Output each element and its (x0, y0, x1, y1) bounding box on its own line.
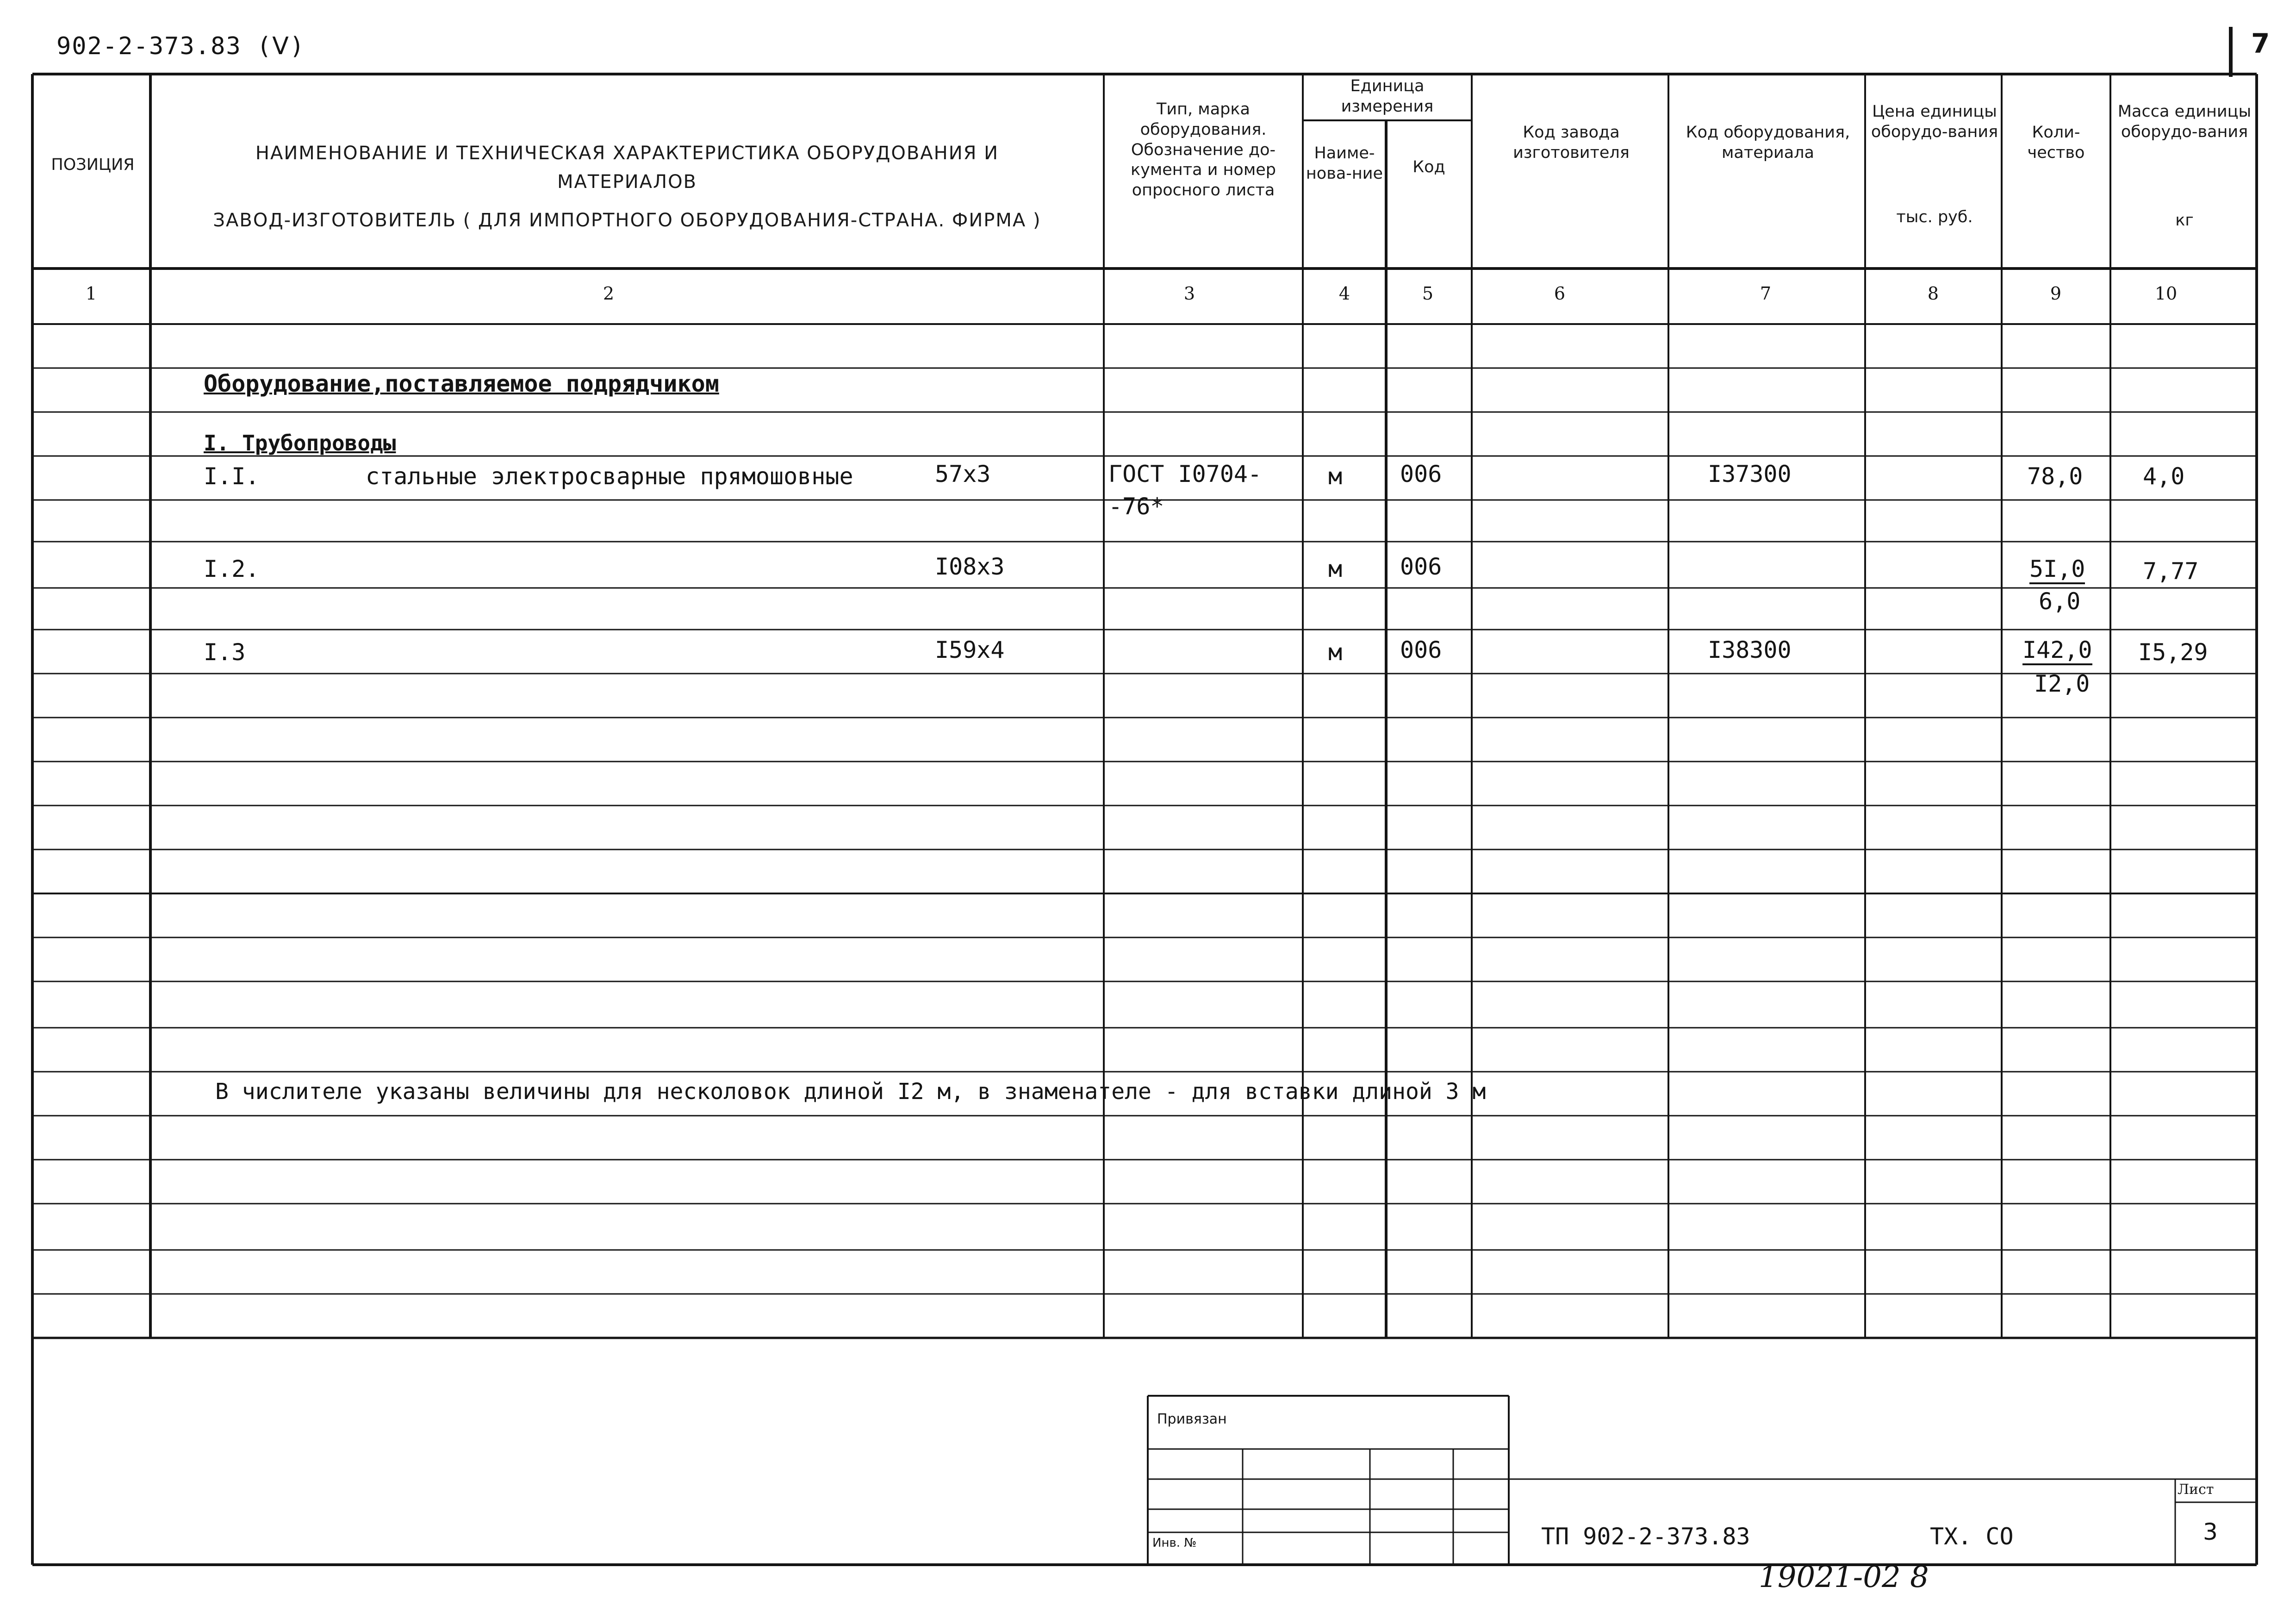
header-position: ПОЗИЦИЯ (51, 156, 135, 174)
row2-unit: м (1328, 556, 1343, 582)
row2-mass: 7,77 (2143, 558, 2199, 585)
row3-qty: I42,0 (2022, 637, 2092, 665)
header-price-unit: тыс. руб. (1896, 208, 1973, 226)
row3-size: I59x4 (935, 637, 1005, 663)
document-code: 902-2-373.83 (Ⅴ) (56, 32, 305, 60)
row1-unit: м (1328, 463, 1343, 490)
row2-unit-code: 006 (1400, 553, 1442, 580)
row1-doc: ГОСТ I0704- (1108, 461, 1262, 487)
column-number-8: 8 (1927, 283, 1939, 304)
header-unit-code: Код (1412, 158, 1445, 176)
header-maker-code: Код завода изготовителя (1513, 123, 1630, 162)
subsection-title: I. Трубопроводы (204, 431, 396, 456)
row1-name: стальные электросварные прямошовные (366, 463, 853, 490)
header-name-line3: ЗАВОД-ИЗГОТОВИТЕЛЬ ( ДЛЯ ИМПОРТНОГО ОБОРУДОВАНИЯ-СТРАНА. ФИРМА ) (213, 210, 1041, 231)
footnote: В числителе указаны величины для несколовок длиной I2 м, в знаменателе - для вставки длиной 3 м (215, 1079, 1486, 1105)
row1-position: I.I. (204, 463, 260, 490)
column-number-7: 7 (1760, 283, 1772, 304)
header-name-line2: МАТЕРИАЛОВ (557, 171, 697, 193)
column-number-5: 5 (1422, 283, 1434, 304)
row3-mass: I5,29 (2138, 639, 2208, 666)
column-number-10: 10 (2154, 283, 2178, 304)
column-number-2: 2 (603, 283, 615, 304)
row3-code: I38300 (1708, 637, 1792, 663)
header-equip-code: Код оборудования, материала (1686, 123, 1850, 162)
row3-unit: м (1328, 639, 1343, 666)
row1-doc-cont: -76* (1108, 493, 1164, 520)
row2-qty-denominator: 6,0 (2039, 588, 2081, 615)
row2-qty: 5I,0 (2029, 556, 2085, 584)
column-number-9: 9 (2050, 283, 2062, 304)
title-block-sheet-label: Лист (2178, 1481, 2214, 1498)
header-unit-name: Наиме-нова-ние (1306, 144, 1383, 183)
row2-position: I.2. (204, 556, 260, 582)
column-number-3: 3 (1183, 283, 1195, 304)
row3-position: I.3 (204, 639, 246, 666)
handwritten-number: 19021-02 8 (1759, 1560, 1929, 1594)
section-title: Оборудование,поставляемое подрядчиком (204, 370, 719, 397)
header-price: Цена единицы оборудо-вания (1871, 102, 1998, 141)
column-number-1: 1 (85, 283, 97, 304)
title-block-attached: Привязан (1157, 1411, 1227, 1427)
row3-unit-code: 006 (1400, 637, 1442, 663)
title-block-inv: Инв. № (1152, 1536, 1197, 1550)
header-mass-unit: кг (2175, 211, 2194, 230)
header-qty: Коли-чество (2027, 123, 2085, 162)
row1-qty: 78,0 (2027, 463, 2083, 490)
header-mass: Масса единицы оборудо-вания (2117, 102, 2252, 141)
row1-unit-code: 006 (1400, 461, 1442, 487)
row2-size: I08x3 (935, 553, 1005, 580)
page-number: 7 (2251, 28, 2270, 59)
header-name-line1: НАИМЕНОВАНИЕ И ТЕХНИЧЕСКАЯ ХАРАКТЕРИСТИКА ОБОРУДОВАНИЯ И (255, 143, 999, 164)
header-type: Тип, марка оборудования. Обозначение до-кумента и номер опросного листа (1131, 100, 1276, 200)
header-unit-group: Единица измерения (1341, 77, 1434, 116)
row1-code: I37300 (1708, 461, 1792, 487)
row1-size: 57x3 (935, 461, 991, 487)
title-block-section: ТХ. СО (1930, 1523, 2014, 1550)
title-block-sheet: 3 (2203, 1518, 2218, 1545)
row3-qty-denominator: I2,0 (2034, 670, 2090, 697)
row1-mass: 4,0 (2143, 463, 2185, 490)
column-number-6: 6 (1554, 283, 1566, 304)
column-number-4: 4 (1338, 283, 1350, 304)
title-block-project-code: ТП 902-2-373.83 (1541, 1523, 1750, 1550)
